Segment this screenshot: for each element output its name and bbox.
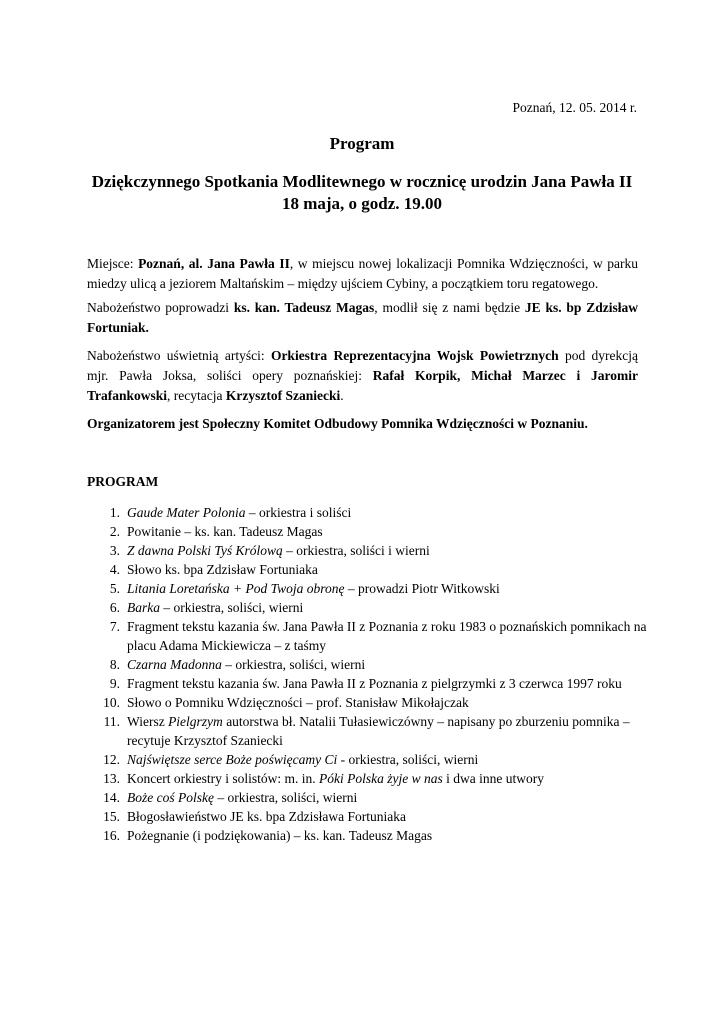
program-item-text: Wiersz: [127, 714, 169, 729]
event-date-time: 18 maja, o godz. 19.00: [281, 194, 443, 213]
program-item-number: 15.: [103, 809, 120, 824]
document-date: Poznań, 12. 05. 2014 r.: [512, 100, 637, 115]
program-item: [87, 788, 647, 807]
program-item: [87, 598, 647, 617]
program-item-number: 11.: [103, 714, 120, 729]
program-item-text: Powitanie – ks. kan. Tadeusz Magas: [127, 524, 323, 539]
program-item-number: 9.: [109, 676, 120, 691]
program-item-number: 16.: [103, 828, 120, 843]
celebrants-text-2: , modlił się z nami będzie: [374, 300, 525, 315]
artists-text-2: pod dyrekcją mjr. Pawła Joksa, soliści opery poznańskiej:: [87, 348, 638, 383]
organizer-paragraph: Organizatorem jest Społeczny Komitet Odbudowy Pomnika Wdzięczności w Poznaniu.: [87, 416, 588, 431]
program-item: [87, 522, 647, 541]
program-heading: PROGRAM: [87, 474, 159, 489]
program-item-number: 6.: [109, 600, 120, 615]
program-item-number: 7.: [109, 619, 120, 634]
program-item-text: Słowo ks. bpa Zdzisław Fortuniaka: [127, 562, 318, 577]
program-item: [87, 807, 647, 826]
program-item-number: 12.: [103, 752, 120, 767]
program-item-number: 3.: [109, 543, 120, 558]
soloists-names: Rafał Korpik, Michał Marzec i Jaromir Trafankowski: [87, 368, 639, 403]
program-item-number: 2.: [109, 524, 120, 539]
celebrants-paragraph: [87, 298, 638, 338]
program-item-text: autorstwa bł. Natalii Tułasiewiczówny – napisany po zburzeniu pomnika – recytuje Krzysztof Szaniecki: [127, 714, 630, 748]
program-item-title: Gaude Mater Polonia: [127, 505, 246, 520]
program-item-title: Póki Polska żyje w nas: [318, 771, 443, 786]
celebrant-name: ks. kan. Tadeusz Magas: [233, 300, 375, 315]
program-item-text: Fragment tekstu kazania św. Jana Pawła II z Poznania z pielgrzymki z 3 czerwca 1997 roku: [127, 676, 622, 691]
location-paragraph: [87, 254, 638, 294]
program-item-title: Pielgrzym: [168, 714, 223, 729]
program-item-text: – orkiestra, soliści, wierni: [160, 600, 304, 615]
artists-text-1: Nabożeństwo uświetnią artyści:: [87, 348, 271, 363]
program-item-text: - orkiestra, soliści, wierni: [337, 752, 479, 767]
program-item-title: Najświętsze serce Boże poświęcamy Ci: [127, 752, 338, 767]
program-item-number: 5.: [109, 581, 120, 596]
program-item-number: 14.: [103, 790, 120, 805]
program-item: [87, 655, 647, 674]
program-item-number: 8.: [109, 657, 120, 672]
reciter-name: Krzysztof Szaniecki: [225, 388, 341, 403]
program-item-title: Czarna Madonna: [127, 657, 222, 672]
program-item: [87, 541, 647, 560]
artists-paragraph: [87, 346, 638, 406]
program-item-title: Barka: [127, 600, 160, 615]
program-item-text: – orkiestra, soliści, wierni: [213, 790, 358, 805]
program-item: [87, 579, 647, 598]
program-item-number: 10.: [103, 695, 120, 710]
bishop-name: JE ks. bp Zdzisław Fortuniak.: [87, 300, 638, 335]
program-item-title: Boże coś Polskę: [127, 790, 214, 805]
program-list: [87, 503, 647, 845]
document-title: Program: [329, 134, 395, 153]
program-item-text: – orkiestra, soliści, wierni: [221, 657, 366, 672]
program-item-number: 4.: [109, 562, 120, 577]
program-item: [87, 693, 647, 712]
program-item-title: Z dawna Polski Tyś Królową: [127, 543, 283, 558]
program-item: [87, 617, 647, 655]
artists-text-4: .: [340, 388, 344, 403]
program-item: [87, 503, 647, 522]
program-item: [87, 750, 647, 769]
location-label: Miejsce:: [87, 256, 139, 271]
program-item-text: – orkiestra i soliści: [245, 505, 352, 520]
program-item-number: 1.: [109, 505, 120, 520]
program-item: [87, 712, 647, 750]
location-details: , w miejscu nowej lokalizacji Pomnika Wdzięczności, w parku miedzy ulicą a jeziorem Maltańskim – między ujściem Cybiny, a początkiem toru regatowego.: [87, 256, 638, 291]
celebrants-text-1: Nabożeństwo poprowadzi: [87, 300, 234, 315]
program-item: [87, 560, 647, 579]
program-item-text: – orkiestra, soliści i wierni: [282, 543, 430, 558]
program-item-text: Błogosławieństwo JE ks. bpa Zdzisława Fortuniaka: [127, 809, 406, 824]
program-item: [87, 826, 647, 845]
program-item-title: Litania Loretańska + Pod Twoja obronę: [127, 581, 345, 596]
program-item: [87, 674, 647, 693]
artists-text-3: , recytacja: [167, 388, 226, 403]
program-item-text: i dwa inne utwory: [442, 771, 544, 786]
program-item-text: Słowo o Pomniku Wdzięczności – prof. Stanisław Mikołajczak: [127, 695, 469, 710]
program-item-number: 13.: [103, 771, 120, 786]
program-item-text: Fragment tekstu kazania św. Jana Pawła II z Poznania z roku 1983 o poznańskich pomnikach na placu Adama Mickiewicza – z taśmy: [127, 619, 647, 653]
program-item-text: Pożegnanie (i podziękowania) – ks. kan. Tadeusz Magas: [127, 828, 433, 843]
location-name: Poznań, al. Jana Pawła II: [138, 256, 290, 271]
program-item: [87, 769, 647, 788]
document-subtitle: Dziękczynnego Spotkania Modlitewnego w rocznicę urodzin Jana Pawła II: [91, 172, 633, 191]
orchestra-name: Orkiestra Reprezentacyjna Wojsk Powietrznych: [270, 348, 559, 363]
program-item-text: Koncert orkiestry i solistów: m. in.: [127, 771, 319, 786]
program-item-text: – prowadzi Piotr Witkowski: [344, 581, 500, 596]
